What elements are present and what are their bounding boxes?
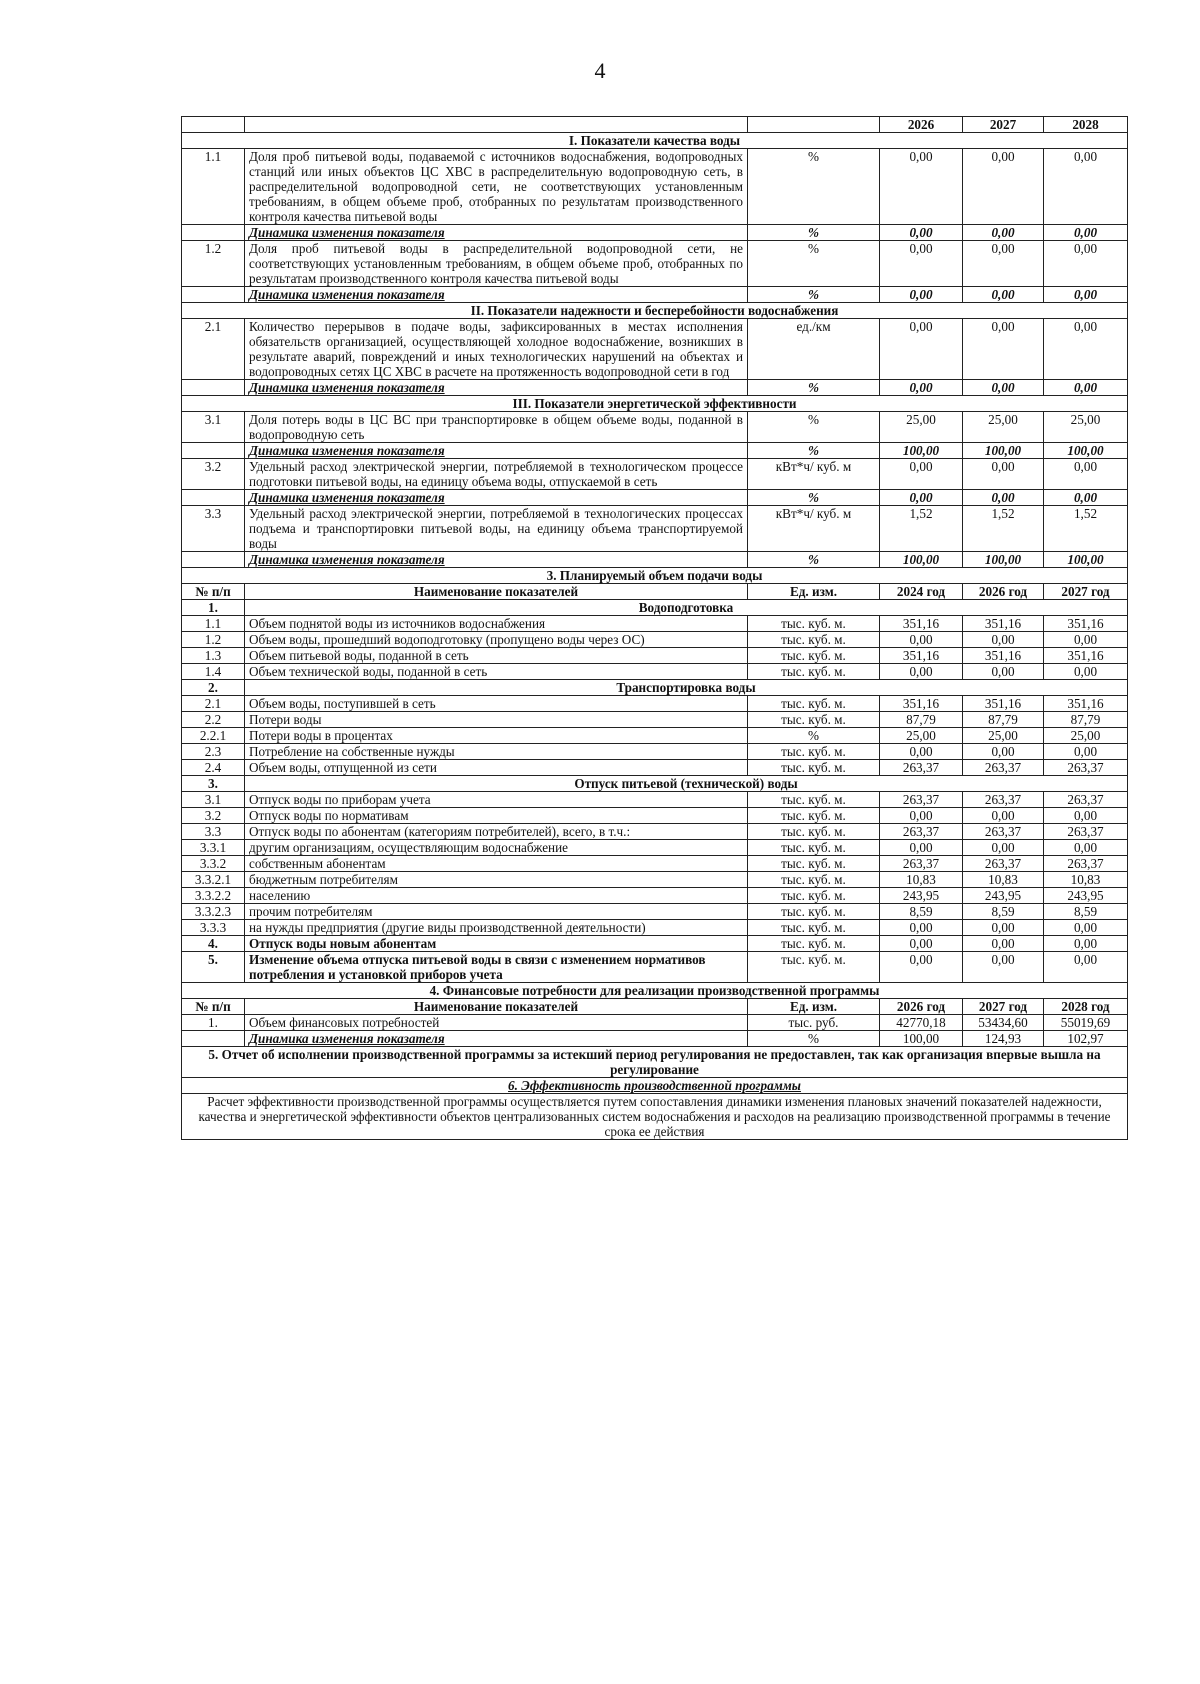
indicator-unit: % [748, 149, 880, 225]
header-cell-unit [748, 117, 880, 133]
group-num: 3. [182, 776, 245, 792]
indicator-unit: кВт*ч/ куб. м [748, 506, 880, 552]
volume-value-3: 10,83 [1044, 872, 1128, 888]
dynamics-value-2: 0,00 [963, 287, 1044, 303]
volume-row [182, 648, 1128, 664]
dynamics-label: Динамика изменения показателя [245, 443, 748, 459]
volume-value-1: 263,37 [880, 824, 963, 840]
volume-row [182, 760, 1128, 776]
volume-value-3: 25,00 [1044, 728, 1128, 744]
dynamics-unit: % [748, 552, 880, 568]
finance-value-2: 53434,60 [963, 1015, 1044, 1031]
section-II-row [182, 303, 1128, 319]
header-y3: 2027 год [1044, 584, 1128, 600]
indicator-row [182, 459, 1128, 490]
volume-name: Отпуск воды по приборам учета [245, 792, 748, 808]
volume-value-3: 351,16 [1044, 696, 1128, 712]
finance-dyn-label: Динамика изменения показателя [245, 1031, 748, 1047]
volume-name: Объем технической воды, поданной в сеть [245, 664, 748, 680]
group-num: 1. [182, 600, 245, 616]
dynamics-unit: % [748, 225, 880, 241]
section-III-row [182, 396, 1128, 412]
section-3-title-row [182, 568, 1128, 584]
volume-unit: % [748, 728, 880, 744]
section-title: III. Показатели энергетической эффективности [182, 396, 1128, 412]
indicator-row [182, 506, 1128, 552]
volume-name: Отпуск воды по нормативам [245, 808, 748, 824]
volume-value-1: 87,79 [880, 712, 963, 728]
dynamics-unit: % [748, 380, 880, 396]
volume-value-2: 0,00 [963, 952, 1044, 983]
dynamics-label: Динамика изменения показателя [245, 225, 748, 241]
section-3-header-row [182, 584, 1128, 600]
volume-value-2: 263,37 [963, 824, 1044, 840]
volume-name: Отпуск воды по абонентам (категориям потребителей), всего, в т.ч.: [245, 824, 748, 840]
dynamics-row [182, 287, 1128, 303]
volume-name: Потери воды [245, 712, 748, 728]
indicator-name: Удельный расход электрической энергии, потребляемой в технологическом процессе подготовки питьевой воды, на единицу объема воды, отпускаемой в сеть [245, 459, 748, 490]
finance-dyn-num-blank [182, 1031, 245, 1047]
indicator-value-3: 25,00 [1044, 412, 1128, 443]
dynamics-value-2: 0,00 [963, 490, 1044, 506]
indicator-value-2: 0,00 [963, 319, 1044, 380]
indicator-row [182, 149, 1128, 225]
finance-dyn-value-2: 124,93 [963, 1031, 1044, 1047]
section-4-header-row [182, 999, 1128, 1015]
volume-value-1: 0,00 [880, 920, 963, 936]
indicator-value-1: 25,00 [880, 412, 963, 443]
volume-value-1: 0,00 [880, 936, 963, 952]
volume-row [182, 920, 1128, 936]
dynamics-value-2: 0,00 [963, 225, 1044, 241]
volume-unit: тыс. куб. м. [748, 856, 880, 872]
header-year-1: 2026 [880, 117, 963, 133]
volume-unit: тыс. куб. м. [748, 664, 880, 680]
dynamics-value-3: 100,00 [1044, 443, 1128, 459]
section-title: 4. Финансовые потребности для реализации производственной программы [182, 983, 1128, 999]
dynamics-label: Динамика изменения показателя [245, 287, 748, 303]
volume-row [182, 824, 1128, 840]
volume-value-3: 0,00 [1044, 632, 1128, 648]
finance-num: 1. [182, 1015, 245, 1031]
volume-value-2: 0,00 [963, 920, 1044, 936]
indicator-num: 3.3 [182, 506, 245, 552]
volume-value-3: 0,00 [1044, 920, 1128, 936]
group-name: Водоподготовка [245, 600, 1128, 616]
volume-row [182, 952, 1128, 983]
dynamics-num-blank [182, 552, 245, 568]
volume-value-1: 0,00 [880, 808, 963, 824]
volume-unit: тыс. куб. м. [748, 616, 880, 632]
volume-name: Объем поднятой воды из источников водоснабжения [245, 616, 748, 632]
volume-row [182, 840, 1128, 856]
indicator-num: 1.1 [182, 149, 245, 225]
indicator-value-1: 1,52 [880, 506, 963, 552]
volume-value-3: 8,59 [1044, 904, 1128, 920]
header-y3: 2028 год [1044, 999, 1128, 1015]
volume-row [182, 888, 1128, 904]
indicator-value-2: 0,00 [963, 459, 1044, 490]
volume-value-1: 25,00 [880, 728, 963, 744]
volume-name: Объем воды, отпущенной из сети [245, 760, 748, 776]
volume-value-2: 25,00 [963, 728, 1044, 744]
volume-unit: тыс. куб. м. [748, 744, 880, 760]
volume-num: 3.3 [182, 824, 245, 840]
volume-value-3: 0,00 [1044, 936, 1128, 952]
volume-value-3: 263,37 [1044, 824, 1128, 840]
volume-value-2: 0,00 [963, 664, 1044, 680]
indicator-value-3: 0,00 [1044, 241, 1128, 287]
volume-name: бюджетным потребителям [245, 872, 748, 888]
volume-num: 3.3.1 [182, 840, 245, 856]
finance-dyn-value-3: 102,97 [1044, 1031, 1128, 1047]
indicator-row [182, 412, 1128, 443]
volume-unit: тыс. куб. м. [748, 808, 880, 824]
volume-value-3: 87,79 [1044, 712, 1128, 728]
group-row [182, 600, 1128, 616]
volume-num: 2.3 [182, 744, 245, 760]
dynamics-value-1: 0,00 [880, 490, 963, 506]
dynamics-num-blank [182, 380, 245, 396]
header-unit: Ед. изм. [748, 999, 880, 1015]
volume-row [182, 616, 1128, 632]
dynamics-label: Динамика изменения показателя [245, 380, 748, 396]
volume-unit: тыс. куб. м. [748, 632, 880, 648]
header-cell-name [245, 117, 748, 133]
volume-name: собственным абонентам [245, 856, 748, 872]
section-4-title-row [182, 983, 1128, 999]
indicator-unit: % [748, 412, 880, 443]
volume-value-2: 263,37 [963, 856, 1044, 872]
dynamics-value-3: 0,00 [1044, 287, 1128, 303]
volume-name: Объем воды, поступившей в сеть [245, 696, 748, 712]
indicator-value-1: 0,00 [880, 241, 963, 287]
volume-value-2: 10,83 [963, 872, 1044, 888]
section-6-title-row [182, 1078, 1128, 1094]
indicator-name: Доля потерь воды в ЦС ВС при транспортировке в общем объеме воды, поданной в водопроводную сеть [245, 412, 748, 443]
indicator-name: Доля проб питьевой воды в распределительной водопроводной сети, не соответствующих установленным требованиям, в общем объеме проб, отобранных по результатам производственного контроля качества питьевой воды [245, 241, 748, 287]
header-y1: 2024 год [880, 584, 963, 600]
indicator-name: Удельный расход электрической энергии, потребляемой в технологических процессах подъема и транспортировки питьевой воды, на единицу объема транспортируемой воды [245, 506, 748, 552]
dynamics-unit: % [748, 490, 880, 506]
header-unit: Ед. изм. [748, 584, 880, 600]
volume-value-3: 351,16 [1044, 648, 1128, 664]
volume-value-1: 263,37 [880, 856, 963, 872]
finance-unit: тыс. руб. [748, 1015, 880, 1031]
volume-value-3: 243,95 [1044, 888, 1128, 904]
volume-unit: тыс. куб. м. [748, 920, 880, 936]
indicator-value-1: 0,00 [880, 319, 963, 380]
volume-value-2: 351,16 [963, 696, 1044, 712]
volume-value-2: 263,37 [963, 760, 1044, 776]
volume-row [182, 904, 1128, 920]
volume-value-2: 0,00 [963, 808, 1044, 824]
volume-row [182, 872, 1128, 888]
volume-value-3: 0,00 [1044, 840, 1128, 856]
volume-unit: тыс. куб. м. [748, 712, 880, 728]
indicator-value-2: 1,52 [963, 506, 1044, 552]
finance-value-3: 55019,69 [1044, 1015, 1128, 1031]
volume-num: 1.4 [182, 664, 245, 680]
finance-dyn-unit: % [748, 1031, 880, 1047]
indicator-unit: % [748, 241, 880, 287]
volume-value-1: 8,59 [880, 904, 963, 920]
volume-num: 2.2 [182, 712, 245, 728]
volume-value-2: 263,37 [963, 792, 1044, 808]
dynamics-num-blank [182, 225, 245, 241]
volume-value-2: 351,16 [963, 648, 1044, 664]
volume-name: Изменение объема отпуска питьевой воды в связи с изменением нормативов потребления и установкой приборов учета [245, 952, 748, 983]
volume-name: Объем питьевой воды, поданной в сеть [245, 648, 748, 664]
volume-num: 3.3.2.3 [182, 904, 245, 920]
volume-row [182, 664, 1128, 680]
volume-name: Потребление на собственные нужды [245, 744, 748, 760]
dynamics-row [182, 443, 1128, 459]
page-number: 4 [594, 58, 606, 83]
volume-unit: тыс. куб. м. [748, 888, 880, 904]
volume-value-1: 263,37 [880, 792, 963, 808]
volume-num: 3.3.2.2 [182, 888, 245, 904]
dynamics-value-3: 0,00 [1044, 490, 1128, 506]
indicator-num: 3.2 [182, 459, 245, 490]
volume-num: 5. [182, 952, 245, 983]
volume-value-3: 263,37 [1044, 792, 1128, 808]
dynamics-row [182, 380, 1128, 396]
dynamics-num-blank [182, 287, 245, 303]
volume-value-1: 10,83 [880, 872, 963, 888]
volume-value-1: 263,37 [880, 760, 963, 776]
volume-num: 1.1 [182, 616, 245, 632]
indicator-value-2: 0,00 [963, 149, 1044, 225]
volume-value-2: 0,00 [963, 840, 1044, 856]
volume-unit: тыс. куб. м. [748, 872, 880, 888]
production-program-table [181, 116, 1128, 1140]
section-title: II. Показатели надежности и бесперебойности водоснабжения [182, 303, 1128, 319]
dynamics-value-2: 100,00 [963, 443, 1044, 459]
header-name: Наименование показателей [245, 999, 748, 1015]
header-y2: 2027 год [963, 999, 1044, 1015]
volume-value-1: 0,00 [880, 840, 963, 856]
header-name: Наименование показателей [245, 584, 748, 600]
volume-name: Отпуск воды новым абонентам [245, 936, 748, 952]
finance-dynamics-row [182, 1031, 1128, 1047]
group-row [182, 680, 1128, 696]
dynamics-label: Динамика изменения показателя [245, 490, 748, 506]
group-name: Транспортировка воды [245, 680, 1128, 696]
indicator-value-3: 0,00 [1044, 319, 1128, 380]
dynamics-row [182, 552, 1128, 568]
indicator-value-2: 0,00 [963, 241, 1044, 287]
header-year-3: 2028 [1044, 117, 1128, 133]
volume-value-3: 0,00 [1044, 744, 1128, 760]
volume-num: 2.2.1 [182, 728, 245, 744]
indicator-row [182, 319, 1128, 380]
volume-num: 3.3.3 [182, 920, 245, 936]
indicator-value-1: 0,00 [880, 459, 963, 490]
volume-row [182, 632, 1128, 648]
volume-num: 3.2 [182, 808, 245, 824]
dynamics-value-1: 100,00 [880, 443, 963, 459]
indicator-value-3: 1,52 [1044, 506, 1128, 552]
section-title: 5. Отчет об исполнении производственной программы за истекший период регулирования не предоставлен, так как организация впервые вышла на регулирование [182, 1047, 1128, 1078]
volume-unit: тыс. куб. м. [748, 952, 880, 983]
dynamics-num-blank [182, 490, 245, 506]
finance-name: Объем финансовых потребностей [245, 1015, 748, 1031]
dynamics-value-2: 100,00 [963, 552, 1044, 568]
dynamics-value-3: 0,00 [1044, 380, 1128, 396]
volume-num: 4. [182, 936, 245, 952]
volume-value-3: 263,37 [1044, 856, 1128, 872]
volume-value-2: 8,59 [963, 904, 1044, 920]
volume-unit: тыс. куб. м. [748, 648, 880, 664]
header-num: № п/п [182, 584, 245, 600]
indicator-row [182, 241, 1128, 287]
volume-value-3: 263,37 [1044, 760, 1128, 776]
section-6-text: Расчет эффективности производственной программы осуществляется путем сопоставления динамики изменения плановых значений показателей надежности, качества и энергетической эффективности объектов централизованных систем водоснабжения и расходов на реализацию производственной программы в течение срока ее действия [182, 1094, 1128, 1140]
volume-value-1: 351,16 [880, 648, 963, 664]
table-body [182, 117, 1128, 1140]
volume-value-1: 351,16 [880, 616, 963, 632]
section-I-row [182, 133, 1128, 149]
volume-value-1: 351,16 [880, 696, 963, 712]
volume-value-2: 351,16 [963, 616, 1044, 632]
group-name: Отпуск питьевой (технической) воды [245, 776, 1128, 792]
indicator-value-3: 0,00 [1044, 149, 1128, 225]
finance-dyn-value-1: 100,00 [880, 1031, 963, 1047]
indicator-num: 3.1 [182, 412, 245, 443]
indicator-value-2: 25,00 [963, 412, 1044, 443]
volume-num: 2.1 [182, 696, 245, 712]
header-y2: 2026 год [963, 584, 1044, 600]
indicator-num: 2.1 [182, 319, 245, 380]
volume-name: на нужды предприятия (другие виды производственной деятельности) [245, 920, 748, 936]
dynamics-value-1: 0,00 [880, 225, 963, 241]
volume-unit: тыс. куб. м. [748, 904, 880, 920]
indicator-value-3: 0,00 [1044, 459, 1128, 490]
volume-value-1: 0,00 [880, 744, 963, 760]
volume-unit: тыс. куб. м. [748, 760, 880, 776]
dynamics-num-blank [182, 443, 245, 459]
volume-row [182, 728, 1128, 744]
volume-num: 3.3.2 [182, 856, 245, 872]
volume-name: Объем воды, прошедший водоподготовку (пропущено воды через ОС) [245, 632, 748, 648]
header-year-2: 2027 [963, 117, 1044, 133]
header-y1: 2026 год [880, 999, 963, 1015]
indicator-name: Доля проб питьевой воды, подаваемой с источников водоснабжения, водопроводных станций или иных объектов ЦС ХВС в распределительную водопроводную сеть, в распределительной водопроводной сети, не соответствующих установленным требованиям, в общем объеме проб, отобранных по результатам производственного контроля качества питьевой воды [245, 149, 748, 225]
volume-row [182, 808, 1128, 824]
indicator-num: 1.2 [182, 241, 245, 287]
volume-row [182, 856, 1128, 872]
section-5-row [182, 1047, 1128, 1078]
section-title: I. Показатели качества воды [182, 133, 1128, 149]
volume-value-3: 0,00 [1044, 664, 1128, 680]
volume-name: населению [245, 888, 748, 904]
dynamics-value-1: 0,00 [880, 287, 963, 303]
volume-unit: тыс. куб. м. [748, 840, 880, 856]
volume-row [182, 712, 1128, 728]
volume-num: 1.2 [182, 632, 245, 648]
finance-value-1: 42770,18 [880, 1015, 963, 1031]
indicator-unit: ед./км [748, 319, 880, 380]
volume-unit: тыс. куб. м. [748, 792, 880, 808]
volume-value-1: 0,00 [880, 664, 963, 680]
volume-unit: тыс. куб. м. [748, 936, 880, 952]
volume-value-2: 0,00 [963, 632, 1044, 648]
volume-num: 3.3.2.1 [182, 872, 245, 888]
section-title: 3. Планируемый объем подачи воды [182, 568, 1128, 584]
volume-value-1: 0,00 [880, 632, 963, 648]
section-6-title: 6. Эффективность производственной программы [182, 1078, 1128, 1094]
dynamics-row [182, 225, 1128, 241]
volume-value-2: 243,95 [963, 888, 1044, 904]
volume-row [182, 936, 1128, 952]
volume-row [182, 744, 1128, 760]
dynamics-value-1: 0,00 [880, 380, 963, 396]
volume-value-2: 0,00 [963, 936, 1044, 952]
dynamics-value-3: 100,00 [1044, 552, 1128, 568]
indicator-name: Количество перерывов в подаче воды, зафиксированных в местах исполнения обязательств организацией, осуществляющей холодное водоснабжение, возникших в результате аварий, повреждений и иных технологических нарушений на объектах и водопроводных сетях ЦС ХВС в расчете на протяженность водопроводной сети в год [245, 319, 748, 380]
dynamics-value-2: 0,00 [963, 380, 1044, 396]
group-num: 2. [182, 680, 245, 696]
volume-value-2: 87,79 [963, 712, 1044, 728]
volume-value-2: 0,00 [963, 744, 1044, 760]
group-row [182, 776, 1128, 792]
volume-num: 2.4 [182, 760, 245, 776]
volume-unit: тыс. куб. м. [748, 696, 880, 712]
volume-name: прочим потребителям [245, 904, 748, 920]
volume-unit: тыс. куб. м. [748, 824, 880, 840]
volume-value-1: 243,95 [880, 888, 963, 904]
volume-num: 3.1 [182, 792, 245, 808]
volume-name: другим организациям, осуществляющим водоснабжение [245, 840, 748, 856]
dynamics-row [182, 490, 1128, 506]
header-num: № п/п [182, 999, 245, 1015]
section-6-text-row [182, 1094, 1128, 1140]
indicator-value-1: 0,00 [880, 149, 963, 225]
volume-num: 1.3 [182, 648, 245, 664]
volume-value-1: 0,00 [880, 952, 963, 983]
header-cell-num [182, 117, 245, 133]
volume-row [182, 792, 1128, 808]
volume-name: Потери воды в процентах [245, 728, 748, 744]
finance-row [182, 1015, 1128, 1031]
quality-header-row [182, 117, 1128, 133]
dynamics-label: Динамика изменения показателя [245, 552, 748, 568]
dynamics-unit: % [748, 287, 880, 303]
dynamics-unit: % [748, 443, 880, 459]
volume-value-3: 351,16 [1044, 616, 1128, 632]
volume-value-3: 0,00 [1044, 808, 1128, 824]
volume-row [182, 696, 1128, 712]
dynamics-value-3: 0,00 [1044, 225, 1128, 241]
dynamics-value-1: 100,00 [880, 552, 963, 568]
indicator-unit: кВт*ч/ куб. м [748, 459, 880, 490]
volume-value-3: 0,00 [1044, 952, 1128, 983]
